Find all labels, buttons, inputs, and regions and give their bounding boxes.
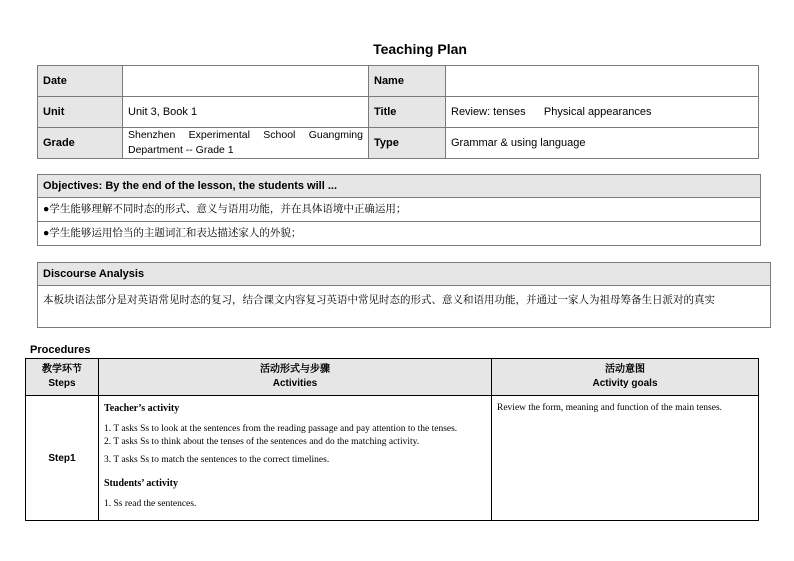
grade-value-line2: Department -- Grade 1 [128,144,234,156]
goals-header-cn: 活动意图 [605,364,645,375]
list-item: 2. T asks Ss to think about the tenses of the sentences and do the matching activity. [104,436,420,447]
students-activity-heading: Students’ activity [104,477,178,489]
title-value: Review: tenses Physical appearances [446,97,759,128]
date-label: Date [38,66,123,97]
objective-item: ●学生能够运用恰当的主题词汇和表达描述家人的外貌； [38,221,760,245]
name-label: Name [369,66,446,97]
list-item: 1. T asks Ss to look at the sentences from the reading passage and pay attention to the tenses. [104,424,458,434]
goals-header [492,359,759,396]
info-table [37,65,759,159]
list-item: 3. T asks Ss to match the sentences to the correct timelines. [104,455,330,465]
discourse-header: Discourse Analysis [38,263,770,286]
discourse-text: 本板块语法部分是对英语常见时态的复习，结合课文内容复习英语中常见时态的形式、意义和语用功能，并通过一家人为祖母筹备生日派对的真实 [43,294,715,306]
activities-header [99,359,492,396]
objectives-box [37,174,761,246]
grade-value [123,128,369,159]
activities-header-cn: 活动形式与步骤 [260,364,330,375]
step-cell: Step1 [26,396,99,521]
activities-header-en: Activities [272,378,318,389]
date-value [123,66,369,97]
steps-header-en: Steps [48,378,76,389]
steps-header-cn: 教学环节 [42,364,82,375]
teacher-activity-heading: Teacher’s activity [104,403,180,414]
steps-header [26,359,99,396]
title-label: Title [369,97,446,128]
grade-value-line1: Shenzhen Experimental School Guangming [128,129,363,141]
objective-item: ●学生能够理解不同时态的形式、意义与语用功能，并在具体语境中正确运用； [43,203,407,215]
document-title: Teaching Plan [373,41,467,57]
discourse-analysis-box [37,262,771,328]
objectives-header: Objectives: By the end of the lesson, the students will ... [38,175,760,198]
procedures-table [25,358,759,521]
spacer [104,467,485,476]
activities-cell [99,396,492,521]
unit-value: Unit 3, Book 1 [123,97,369,128]
grade-label: Grade [38,128,123,159]
goals-header-en: Activity goals [592,378,658,389]
table-row [26,396,759,521]
type-label: Type [369,128,446,159]
procedures-label: Procedures [30,344,91,356]
goals-cell: Review the form, meaning and function of the main tenses. [492,396,759,521]
list-item: 1. Ss read the sentences. [104,498,197,509]
type-value: Grammar & using language [446,128,759,159]
name-value [446,66,759,97]
unit-label: Unit [38,97,123,128]
